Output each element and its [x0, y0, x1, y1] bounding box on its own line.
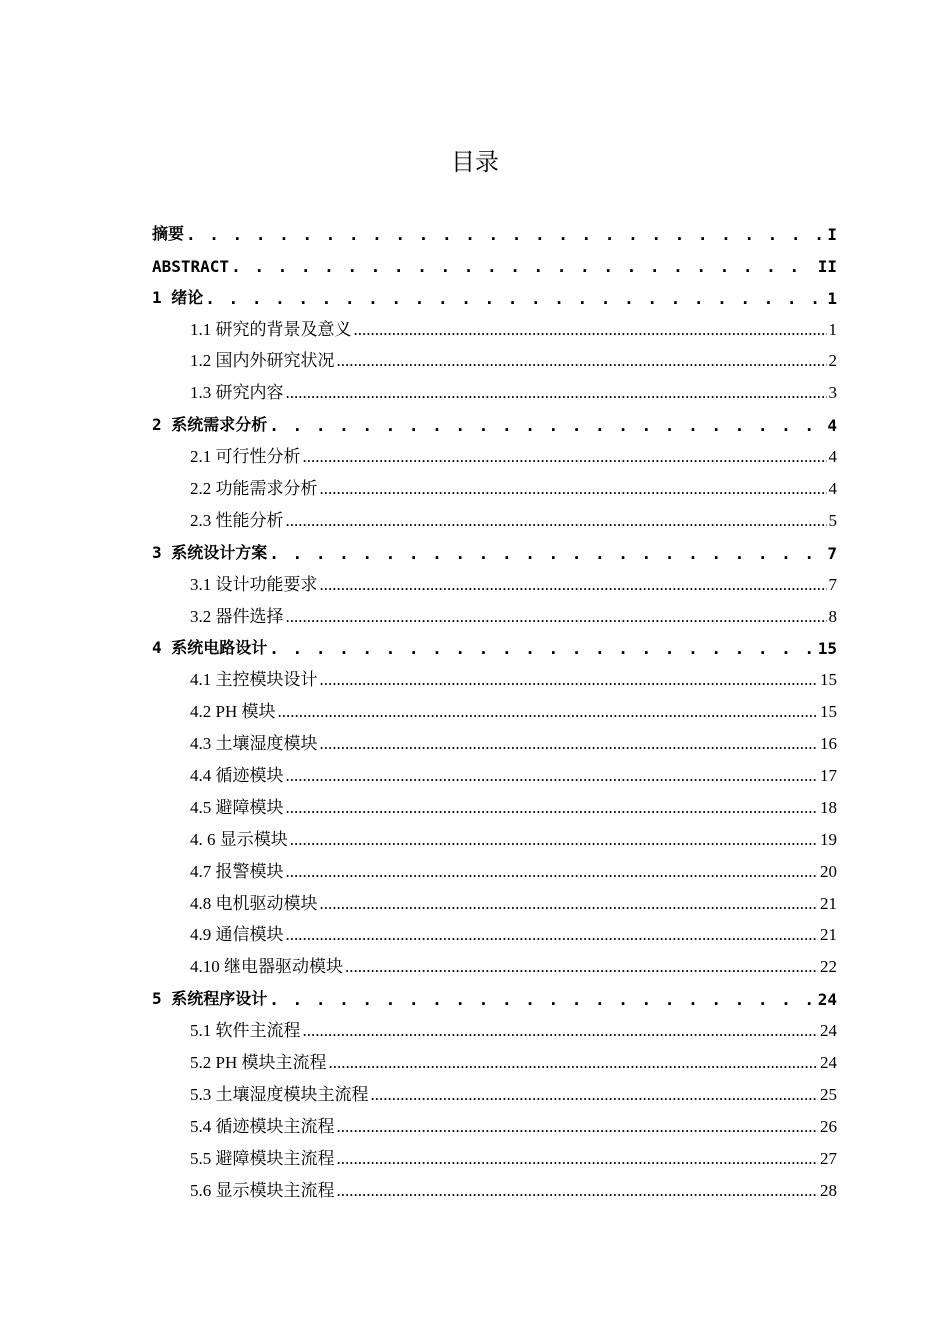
toc-dot-leader: [345, 957, 818, 977]
toc-dot-leader: [269, 416, 825, 435]
toc-section-entry[interactable]: [152, 473, 837, 505]
toc-dot-leader: [277, 702, 818, 722]
toc-section-entry[interactable]: [152, 728, 837, 760]
toc-entry-label: 4.10 继电器驱动模块: [190, 957, 343, 977]
toc-dot-leader: [337, 1149, 819, 1169]
toc-entry-label: 1.1 研究的背景及意义: [190, 319, 352, 339]
toc-section-entry[interactable]: [152, 1175, 837, 1207]
toc-section-entry[interactable]: [152, 856, 837, 888]
toc-entry-label: 5.2 PH 模块主流程: [190, 1053, 327, 1073]
toc-entry-label: 1 绪论: [152, 287, 204, 307]
toc-page-number: 18: [820, 797, 837, 817]
toc-section-entry[interactable]: [152, 441, 837, 473]
toc-page-number: 4: [827, 416, 837, 436]
toc-chapter-entry[interactable]: [152, 282, 837, 314]
toc-page-number: 3: [828, 383, 837, 403]
toc-entry-label: 4.1 主控模块设计: [190, 670, 318, 690]
toc-section-entry[interactable]: [152, 1047, 837, 1079]
toc-chapter-entry[interactable]: [152, 409, 837, 441]
toc-dot-leader: [286, 766, 819, 786]
toc-page-number: 24: [820, 1021, 837, 1041]
toc-entry-label: 4 系统电路设计: [152, 638, 268, 658]
toc-dot-leader: [186, 225, 825, 244]
toc-page-number: 26: [820, 1116, 837, 1136]
toc-section-entry[interactable]: [152, 792, 837, 824]
toc-dot-leader: [286, 607, 827, 627]
toc-dot-leader: [320, 894, 819, 914]
toc-entry-label: 2.2 功能需求分析: [190, 479, 318, 499]
toc-section-entry[interactable]: [152, 569, 837, 601]
toc-entry-label: 3 系统设计方案: [152, 542, 268, 562]
toc-page-number: 28: [820, 1180, 837, 1200]
toc-entry-label: 1.2 国内外研究状况: [190, 351, 335, 371]
toc-page-number: 1: [828, 319, 837, 339]
toc-entry-label: 4.2 PH 模块: [190, 702, 276, 722]
toc-entry-label: 4.7 报警模块: [190, 861, 284, 881]
toc-page-number: 17: [820, 766, 837, 786]
toc-dot-leader: [286, 383, 827, 403]
toc-dot-leader: [286, 862, 819, 882]
toc-section-entry[interactable]: [152, 920, 837, 952]
toc-section-entry[interactable]: [152, 601, 837, 633]
toc-dot-leader: [320, 479, 827, 499]
toc-entry-label: 4.4 循迹模块: [190, 766, 284, 786]
toc-entry-label: 5.6 显示模块主流程: [190, 1180, 335, 1200]
toc-page-number: 21: [820, 925, 837, 945]
toc-entry-label: 5.5 避障模块主流程: [190, 1148, 335, 1168]
toc-entry-label: 3.2 器件选择: [190, 606, 284, 626]
toc-page-number: 22: [820, 957, 837, 977]
toc-entry-label: 5 系统程序设计: [152, 989, 268, 1009]
toc-dot-leader: [354, 320, 827, 340]
toc-dot-leader: [337, 351, 827, 371]
toc-page-number: 27: [820, 1148, 837, 1168]
toc-page-number: 20: [820, 861, 837, 881]
toc-dot-leader: [205, 289, 825, 308]
toc-page-number: 15: [820, 702, 837, 722]
toc-section-entry[interactable]: [152, 1143, 837, 1175]
toc-section-entry[interactable]: [152, 696, 837, 728]
toc-entry-label: 5.4 循迹模块主流程: [190, 1116, 335, 1136]
toc-dot-leader: [269, 639, 815, 658]
toc-chapter-entry[interactable]: [152, 218, 837, 250]
toc-page-number: 5: [828, 510, 837, 530]
toc-page-number: 2: [828, 351, 837, 371]
toc-dot-leader: [269, 544, 825, 563]
toc-section-entry[interactable]: [152, 505, 837, 537]
toc-page-number: 25: [820, 1084, 837, 1104]
toc-dot-leader: [337, 1117, 819, 1137]
toc-dot-leader: [286, 511, 827, 531]
toc-section-entry[interactable]: [152, 1111, 837, 1143]
toc-chapter-entry[interactable]: [152, 250, 837, 282]
toc-page-number: 4: [828, 447, 837, 467]
toc-page-number: 4: [828, 479, 837, 499]
toc-entry-label: 4.9 通信模块: [190, 925, 284, 945]
toc-dot-leader: [269, 990, 815, 1009]
toc-dot-leader: [371, 1085, 819, 1105]
toc-dot-leader: [286, 925, 819, 945]
toc-section-entry[interactable]: [152, 346, 837, 378]
toc-entry-label: 5.3 土壤湿度模块主流程: [190, 1084, 369, 1104]
toc-dot-leader: [320, 670, 819, 690]
toc-page-number: I: [827, 224, 837, 244]
toc-page-number: 8: [828, 606, 837, 626]
page-title: 目录: [451, 148, 499, 176]
table-of-contents: [152, 218, 837, 1207]
toc-section-entry[interactable]: [152, 1079, 837, 1111]
toc-section-entry[interactable]: [152, 664, 837, 696]
toc-page-number: 7: [827, 543, 837, 563]
toc-page-number: 19: [820, 829, 837, 849]
toc-page-number: 7: [828, 574, 837, 594]
toc-page-number: 16: [820, 734, 837, 754]
toc-page-number: 15: [817, 639, 837, 659]
toc-entry-label: 5.1 软件主流程: [190, 1021, 301, 1041]
toc-section-entry[interactable]: [152, 951, 837, 983]
toc-dot-leader: [303, 1021, 819, 1041]
toc-page-number: 24: [820, 1053, 837, 1073]
toc-section-entry[interactable]: [152, 314, 837, 346]
toc-entry-label: 2.1 可行性分析: [190, 447, 301, 467]
toc-chapter-entry[interactable]: [152, 537, 837, 569]
toc-section-entry[interactable]: [152, 760, 837, 792]
toc-dot-leader: [231, 257, 816, 276]
toc-entry-label: 4.3 土壤湿度模块: [190, 734, 318, 754]
toc-chapter-entry[interactable]: [152, 633, 837, 665]
toc-entry-label: 4. 6 显示模块: [190, 829, 288, 849]
toc-entry-label: 1.3 研究内容: [190, 383, 284, 403]
toc-entry-label: 2 系统需求分析: [152, 415, 268, 435]
toc-entry-label: 4.8 电机驱动模块: [190, 893, 318, 913]
toc-dot-leader: [290, 830, 818, 850]
toc-dot-leader: [303, 447, 827, 467]
toc-page-number: 21: [820, 893, 837, 913]
toc-entry-label: 2.3 性能分析: [190, 510, 284, 530]
toc-section-entry[interactable]: [152, 824, 837, 856]
toc-dot-leader: [320, 575, 827, 595]
toc-entry-label: 3.1 设计功能要求: [190, 574, 318, 594]
toc-dot-leader: [320, 734, 819, 754]
toc-entry-label: 4.5 避障模块: [190, 797, 284, 817]
toc-dot-leader: [337, 1181, 819, 1201]
toc-page-number: 24: [817, 990, 837, 1010]
toc-page-number: II: [817, 256, 837, 276]
toc-dot-leader: [286, 798, 819, 818]
toc-section-entry[interactable]: [152, 1015, 837, 1047]
toc-page-number: 15: [820, 670, 837, 690]
toc-section-entry[interactable]: [152, 888, 837, 920]
toc-section-entry[interactable]: [152, 377, 837, 409]
toc-dot-leader: [328, 1053, 818, 1073]
toc-entry-label: 摘要: [152, 223, 185, 243]
toc-entry-label: ABSTRACT: [152, 256, 230, 276]
toc-chapter-entry[interactable]: [152, 983, 837, 1015]
toc-page-number: 1: [827, 288, 837, 308]
